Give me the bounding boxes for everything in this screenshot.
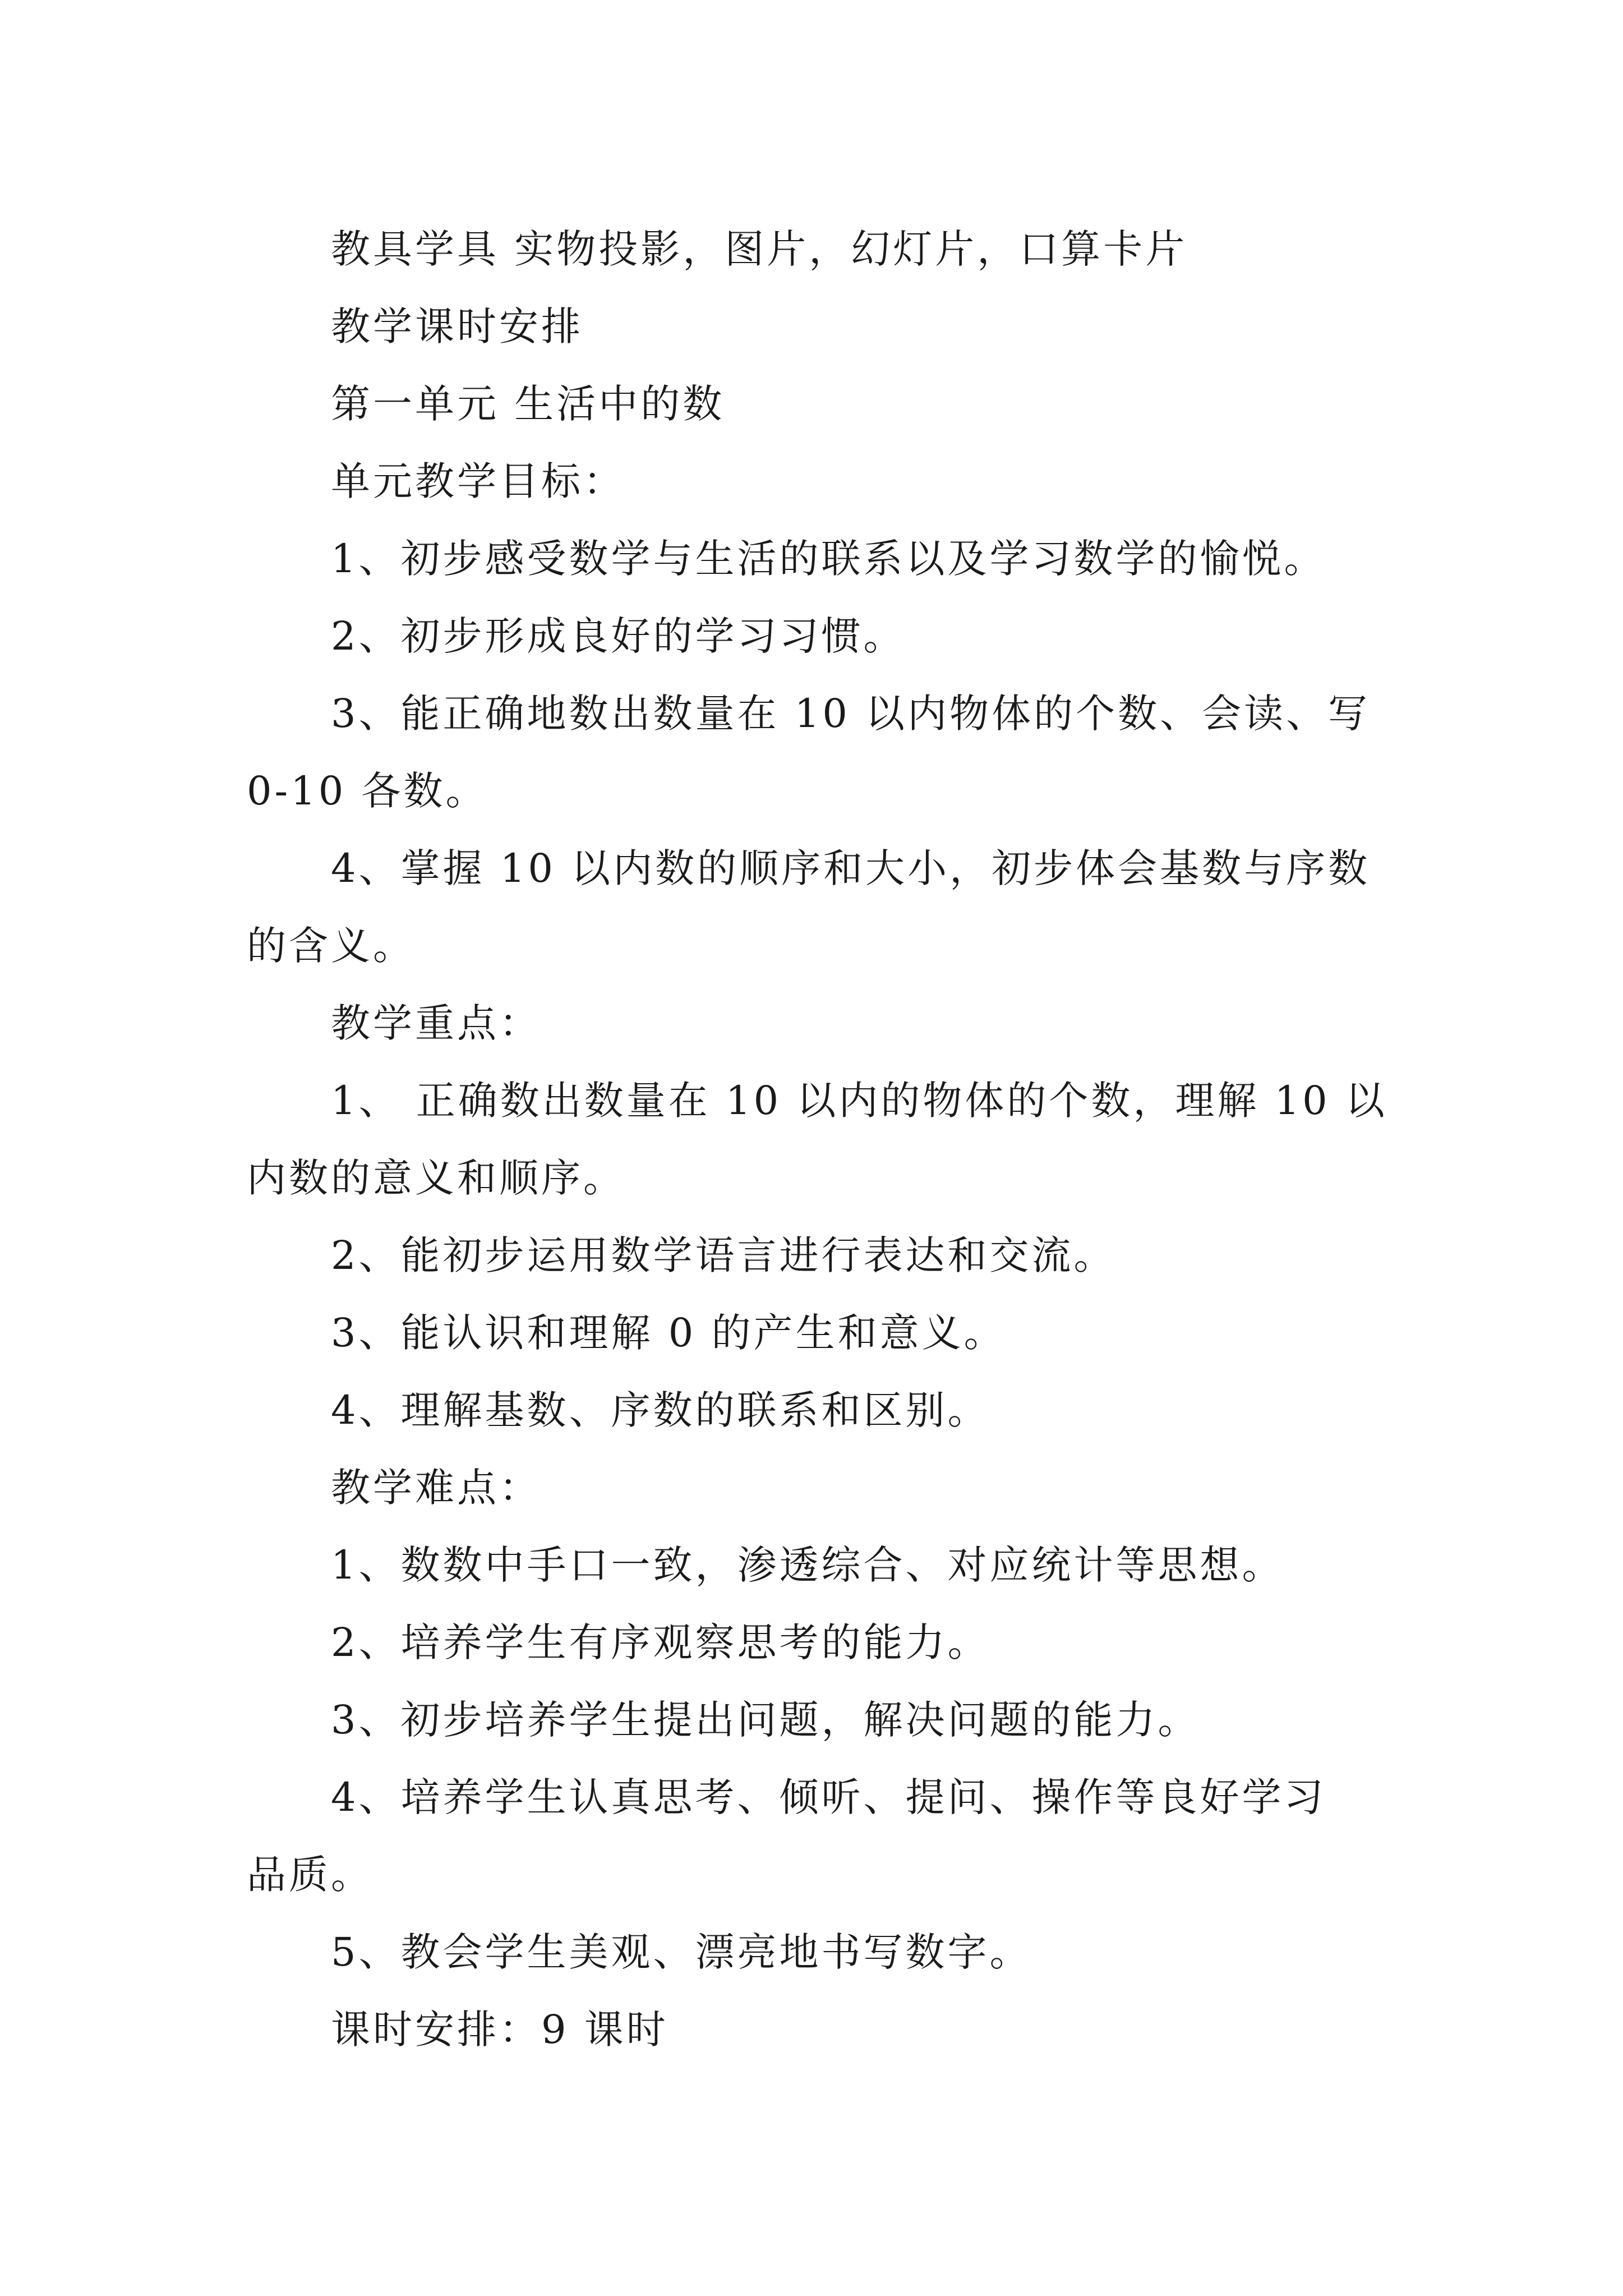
lesson-schedule-heading: 教学课时安排: [331, 303, 583, 349]
objective-item-3-continued: 0-10 各数。: [247, 768, 488, 814]
unit-title: 第一单元 生活中的数: [331, 381, 725, 427]
objective-item-4: 4、掌握 10 以内数的顺序和大小，初步体会基数与序数: [331, 845, 1371, 891]
difficulty-item-1: 1、数数中手口一致，渗透综合、对应统计等思想。: [331, 1542, 1284, 1588]
lesson-count-line: 课时安排：9 课时: [331, 2007, 668, 2053]
key-point-item-3: 3、能认识和理解 0 的产生和意义。: [331, 1310, 1006, 1356]
key-point-item-2: 2、能初步运用数学语言进行表达和交流。: [331, 1232, 1116, 1278]
objective-item-2: 2、初步形成良好的学习习惯。: [331, 613, 906, 659]
key-point-item-4: 4、理解基数、序数的联系和区别。: [331, 1387, 990, 1433]
objective-item-3: 3、能正确地数出数量在 10 以内物体的个数、会读、写: [331, 691, 1371, 737]
difficulty-item-5: 5、教会学生美观、漂亮地书写数字。: [331, 1929, 1032, 1975]
difficulty-item-4: 4、培养学生认真思考、倾听、提问、操作等良好学习: [331, 1774, 1326, 1820]
unit-objectives-heading: 单元教学目标：: [331, 458, 625, 504]
key-point-item-1-continued: 内数的意义和顺序。: [247, 1155, 625, 1201]
key-point-item-1: 1、 正确数出数量在 10 以内的物体的个数，理解 10 以: [331, 1078, 1387, 1124]
document-body: [247, 210, 1385, 2068]
teaching-aids-line: 教具学具 实物投影，图片，幻灯片，口算卡片: [331, 226, 1188, 272]
difficulty-item-2: 2、培养学生有序观察思考的能力。: [331, 1619, 990, 1665]
difficulty-item-4-continued: 品质。: [247, 1852, 373, 1898]
key-points-heading: 教学重点：: [331, 1000, 541, 1046]
objective-item-1: 1、初步感受数学与生活的联系以及学习数学的愉悦。: [331, 536, 1326, 582]
objective-item-4-continued: 的含义。: [247, 923, 415, 969]
difficulty-item-3: 3、初步培养学生提出问题，解决问题的能力。: [331, 1697, 1200, 1743]
difficulties-heading: 教学难点：: [331, 1465, 541, 1511]
